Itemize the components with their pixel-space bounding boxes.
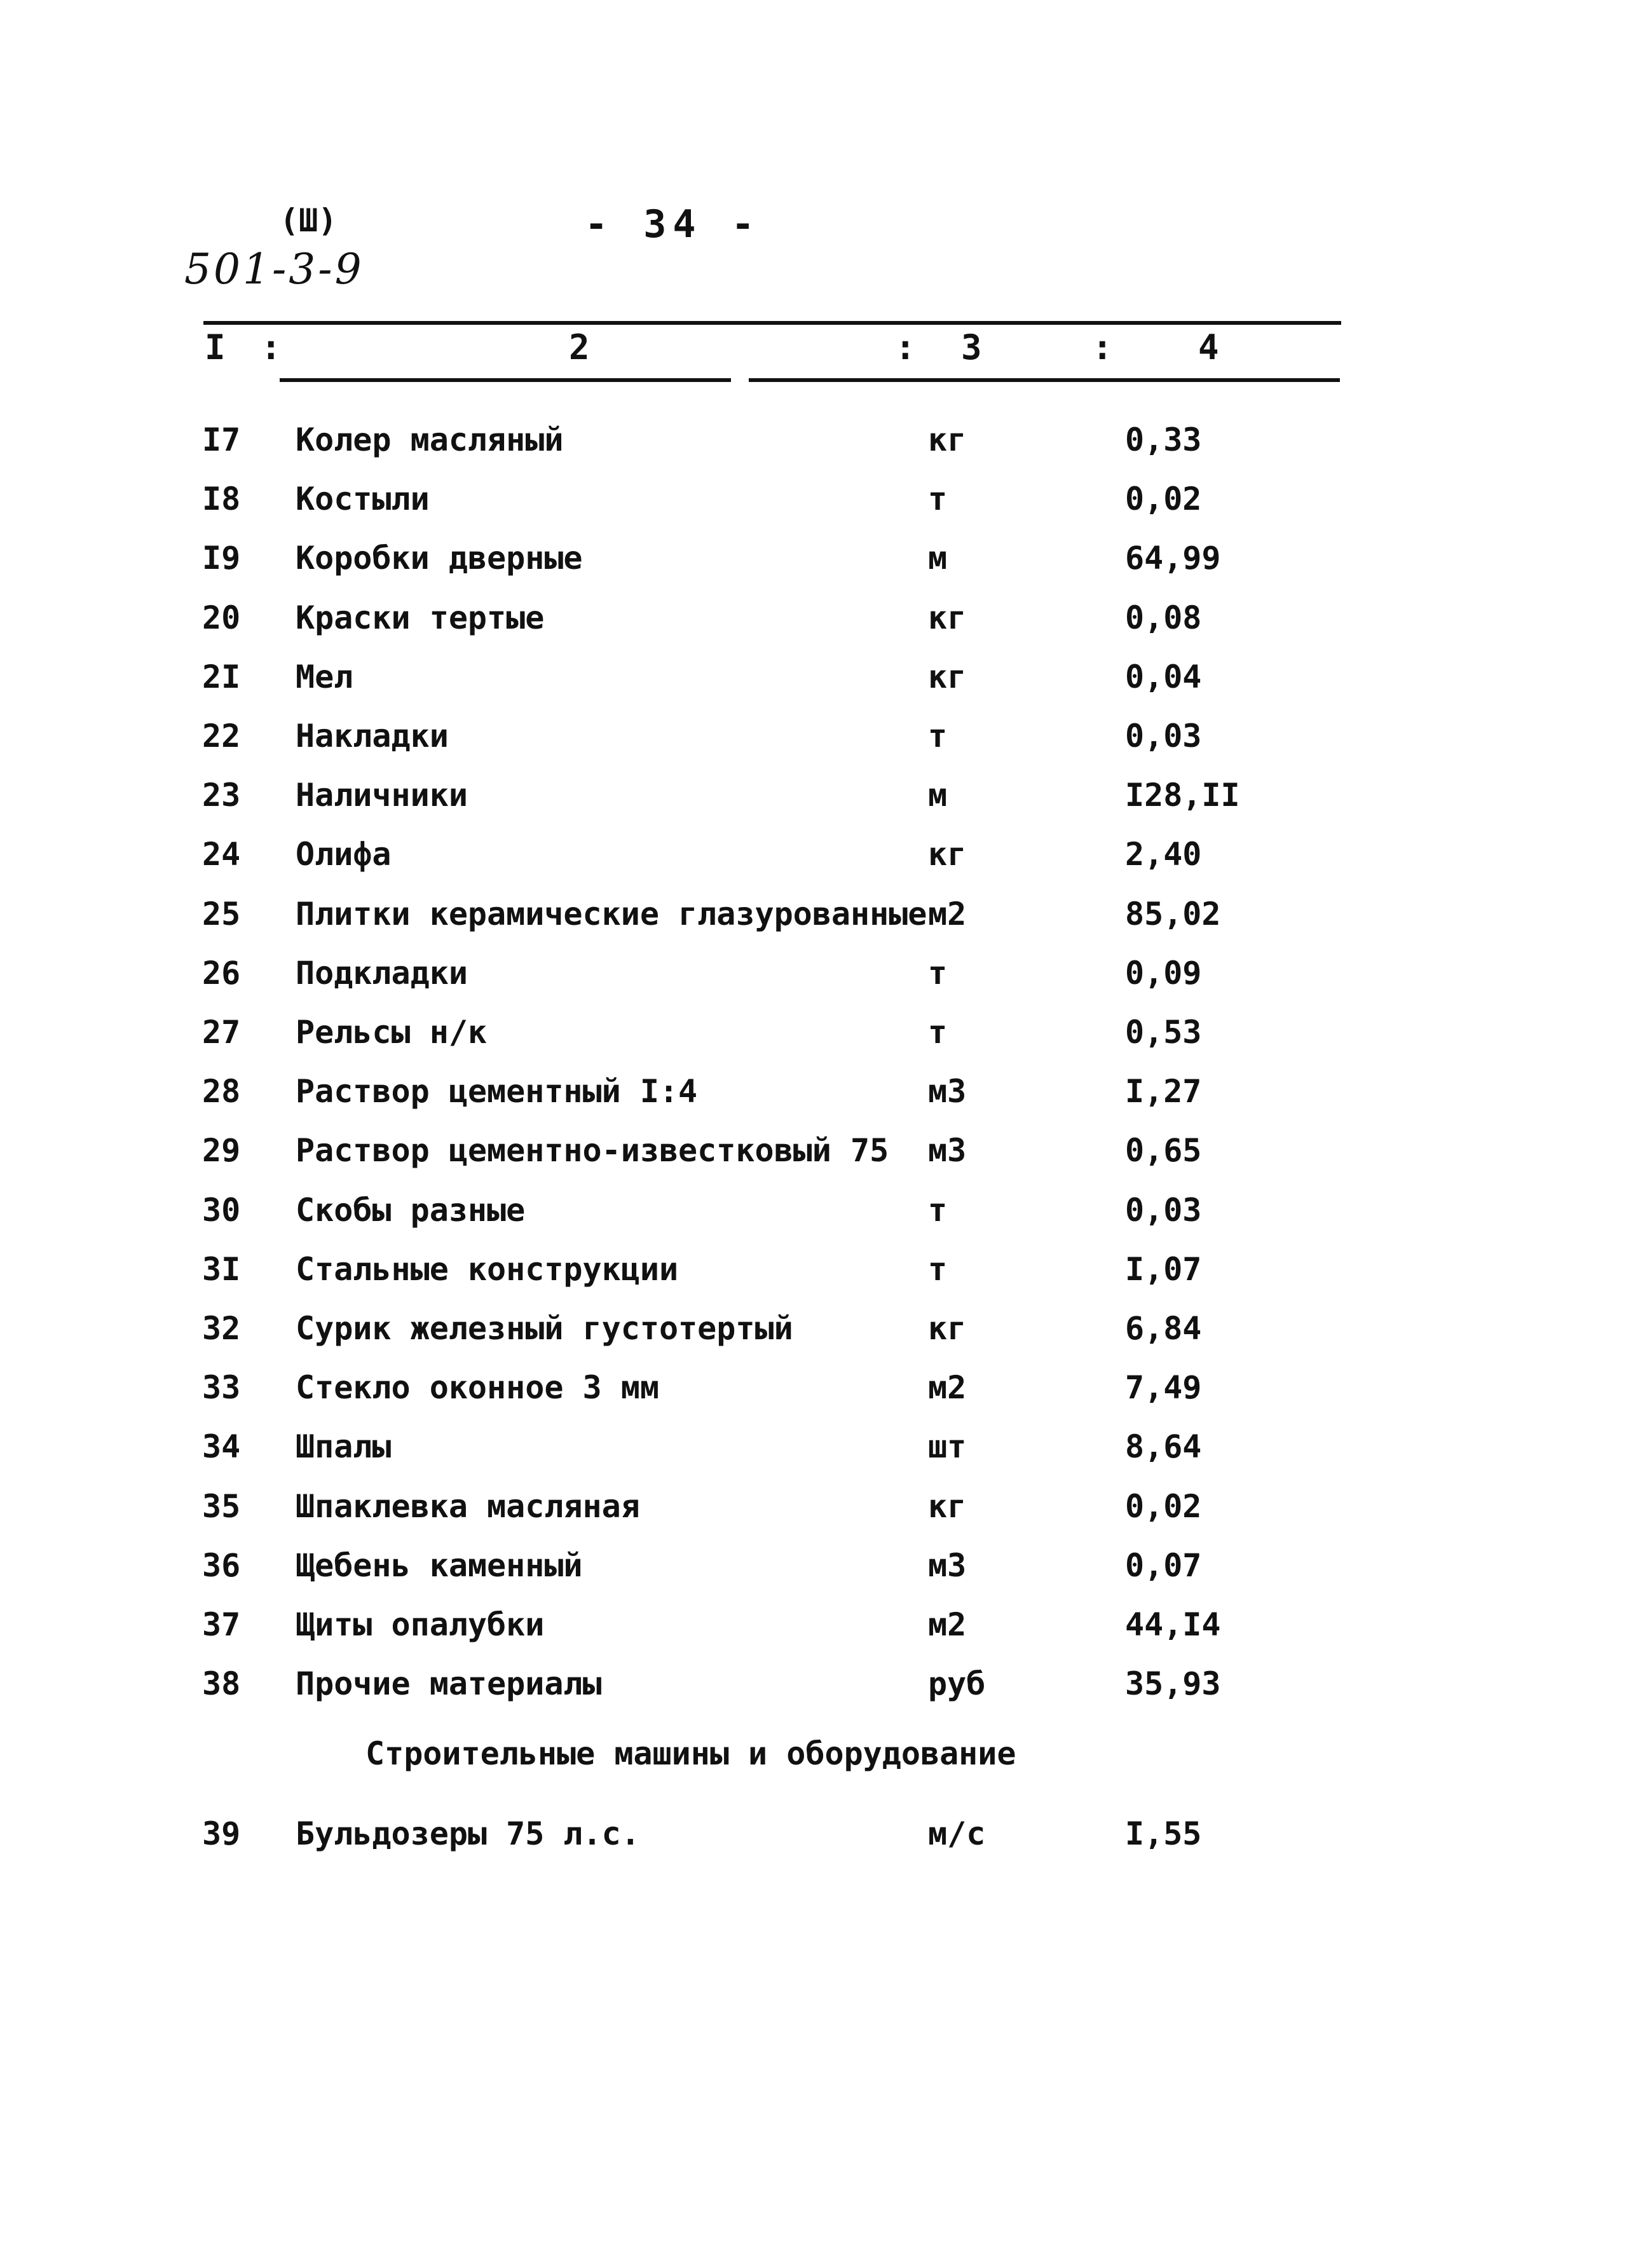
- quantity: 0,08: [1125, 599, 1202, 636]
- table-row: [0, 770, 1652, 821]
- quantity: 0,65: [1125, 1132, 1202, 1170]
- material-name: Раствор цементный I:4: [296, 1073, 698, 1110]
- unit: т: [928, 481, 948, 518]
- quantity: I,55: [1125, 1815, 1202, 1852]
- table-row: [0, 889, 1652, 939]
- unit: т: [928, 718, 948, 754]
- table-row: [0, 1007, 1652, 1058]
- column-header-1: I: [205, 327, 226, 367]
- quantity: 0,02: [1125, 1487, 1202, 1525]
- row-number: 27: [202, 1014, 241, 1051]
- unit: т: [928, 1250, 948, 1288]
- quantity: I,27: [1125, 1073, 1202, 1110]
- unit: кг: [928, 1487, 967, 1525]
- material-name: Подкладки: [296, 954, 468, 992]
- column-separator-2: :: [895, 327, 916, 367]
- material-name: Щебень каменный: [296, 1546, 583, 1584]
- table-row: [0, 533, 1652, 583]
- quantity: I28,II: [1125, 777, 1240, 814]
- table-row: [0, 1599, 1652, 1650]
- material-name: Костыли: [296, 481, 430, 518]
- column-header-3: 3: [961, 327, 982, 367]
- table-row: [0, 948, 1652, 999]
- row-number: 38: [202, 1665, 241, 1703]
- unit: т: [928, 1191, 948, 1229]
- material-name: Прочие материалы: [296, 1665, 602, 1703]
- material-name: Бульдозеры 75 л.с.: [296, 1815, 640, 1852]
- quantity: 0,07: [1125, 1546, 1202, 1584]
- row-number: I8: [202, 481, 241, 518]
- column-header-4: 4: [1198, 327, 1219, 367]
- row-number: 23: [202, 777, 241, 814]
- row-number: 2I: [202, 658, 241, 695]
- row-number: 33: [202, 1369, 241, 1407]
- unit: м3: [928, 1073, 967, 1110]
- table-row: [0, 652, 1652, 702]
- table-row: [0, 1185, 1652, 1236]
- quantity: 0,02: [1125, 481, 1202, 518]
- row-number: 32: [202, 1310, 241, 1347]
- unit: м3: [928, 1546, 967, 1584]
- table-row: [0, 1066, 1652, 1117]
- section-title: Строительные машины и оборудование: [365, 1735, 1016, 1772]
- row-number: 22: [202, 718, 241, 754]
- quantity: 0,04: [1125, 658, 1202, 695]
- quantity: I,07: [1125, 1250, 1202, 1288]
- header-rule-top: [203, 321, 1341, 325]
- quantity: 0,53: [1125, 1014, 1202, 1051]
- material-name: Шпаклевка масляная: [296, 1487, 640, 1525]
- material-name: Плитки керамические глазурованные: [296, 895, 927, 932]
- material-name: Колер масляный: [296, 421, 564, 458]
- unit: м3: [928, 1132, 967, 1170]
- quantity: 6,84: [1125, 1310, 1202, 1347]
- unit: м2: [928, 1606, 967, 1643]
- table-row: [0, 1808, 1652, 1859]
- unit: м/с: [928, 1815, 986, 1852]
- row-number: 36: [202, 1546, 241, 1584]
- material-name: Мел: [296, 658, 353, 695]
- unit: кг: [928, 658, 967, 695]
- unit: м2: [928, 1369, 967, 1407]
- unit: шт: [928, 1428, 967, 1466]
- quantity: 2,40: [1125, 836, 1202, 873]
- quantity: 7,49: [1125, 1369, 1202, 1407]
- material-name: Коробки дверные: [296, 540, 583, 577]
- material-name: Сурик железный густотертый: [296, 1310, 793, 1347]
- page-number: - 34 -: [585, 202, 761, 247]
- unit: м2: [928, 895, 967, 932]
- column-separator-3: :: [1092, 327, 1113, 367]
- table-row: [0, 1125, 1652, 1176]
- column-separator-1: :: [261, 327, 282, 367]
- material-name: Олифа: [296, 836, 392, 873]
- quantity: 35,93: [1125, 1665, 1221, 1703]
- column-header-2: 2: [569, 327, 590, 367]
- row-number: 25: [202, 895, 241, 932]
- material-name: Стальные конструкции: [296, 1250, 679, 1288]
- row-number: 34: [202, 1428, 241, 1466]
- row-number: 3I: [202, 1250, 241, 1288]
- quantity: 85,02: [1125, 895, 1221, 932]
- table-row: [0, 1362, 1652, 1413]
- row-number: 37: [202, 1606, 241, 1643]
- quantity: 0,03: [1125, 1191, 1202, 1229]
- row-number: 24: [202, 836, 241, 873]
- row-number: 28: [202, 1073, 241, 1110]
- table-row: [0, 1658, 1652, 1709]
- material-name: Рельсы н/к: [296, 1014, 488, 1051]
- material-name: Краски тертые: [296, 599, 545, 636]
- table-row: [0, 1244, 1652, 1295]
- table-row: [0, 474, 1652, 524]
- quantity: 64,99: [1125, 540, 1221, 577]
- quantity: 0,33: [1125, 421, 1202, 458]
- unit: т: [928, 1014, 948, 1051]
- table-row: [0, 1303, 1652, 1354]
- row-number: 20: [202, 599, 241, 636]
- header-rule-bottom-right: [749, 378, 1340, 382]
- unit: м: [928, 540, 948, 577]
- quantity: 8,64: [1125, 1428, 1202, 1466]
- material-name: Раствор цементно-известковый 75: [296, 1132, 889, 1170]
- table-row: [0, 1540, 1652, 1591]
- quantity: 44,I4: [1125, 1606, 1221, 1643]
- material-name: Щиты опалубки: [296, 1606, 545, 1643]
- row-number: 30: [202, 1191, 241, 1229]
- material-name: Накладки: [296, 718, 449, 754]
- table-row: [0, 711, 1652, 761]
- material-name: Скобы разные: [296, 1191, 526, 1229]
- row-number: 29: [202, 1132, 241, 1170]
- header-rule-bottom-left: [280, 378, 731, 382]
- table-row: [0, 829, 1652, 880]
- series-code: (Ш): [280, 202, 338, 239]
- quantity: 0,09: [1125, 954, 1202, 992]
- table-row: [0, 414, 1652, 465]
- unit: руб: [928, 1665, 986, 1703]
- row-number: 35: [202, 1487, 241, 1525]
- unit: кг: [928, 1310, 967, 1347]
- table-row: [0, 1481, 1652, 1532]
- unit: т: [928, 954, 948, 992]
- unit: кг: [928, 599, 967, 636]
- unit: м: [928, 777, 948, 814]
- row-number: 26: [202, 954, 241, 992]
- material-name: Наличники: [296, 777, 468, 814]
- row-number: I9: [202, 540, 241, 577]
- material-name: Стекло оконное 3 мм: [296, 1369, 659, 1407]
- unit: кг: [928, 836, 967, 873]
- unit: кг: [928, 421, 967, 458]
- row-number: 39: [202, 1815, 241, 1852]
- document-number: 501-3-9: [184, 245, 364, 294]
- quantity: 0,03: [1125, 718, 1202, 754]
- table-row: [0, 592, 1652, 643]
- row-number: I7: [202, 421, 241, 458]
- table-row: [0, 1421, 1652, 1472]
- material-name: Шпалы: [296, 1428, 392, 1466]
